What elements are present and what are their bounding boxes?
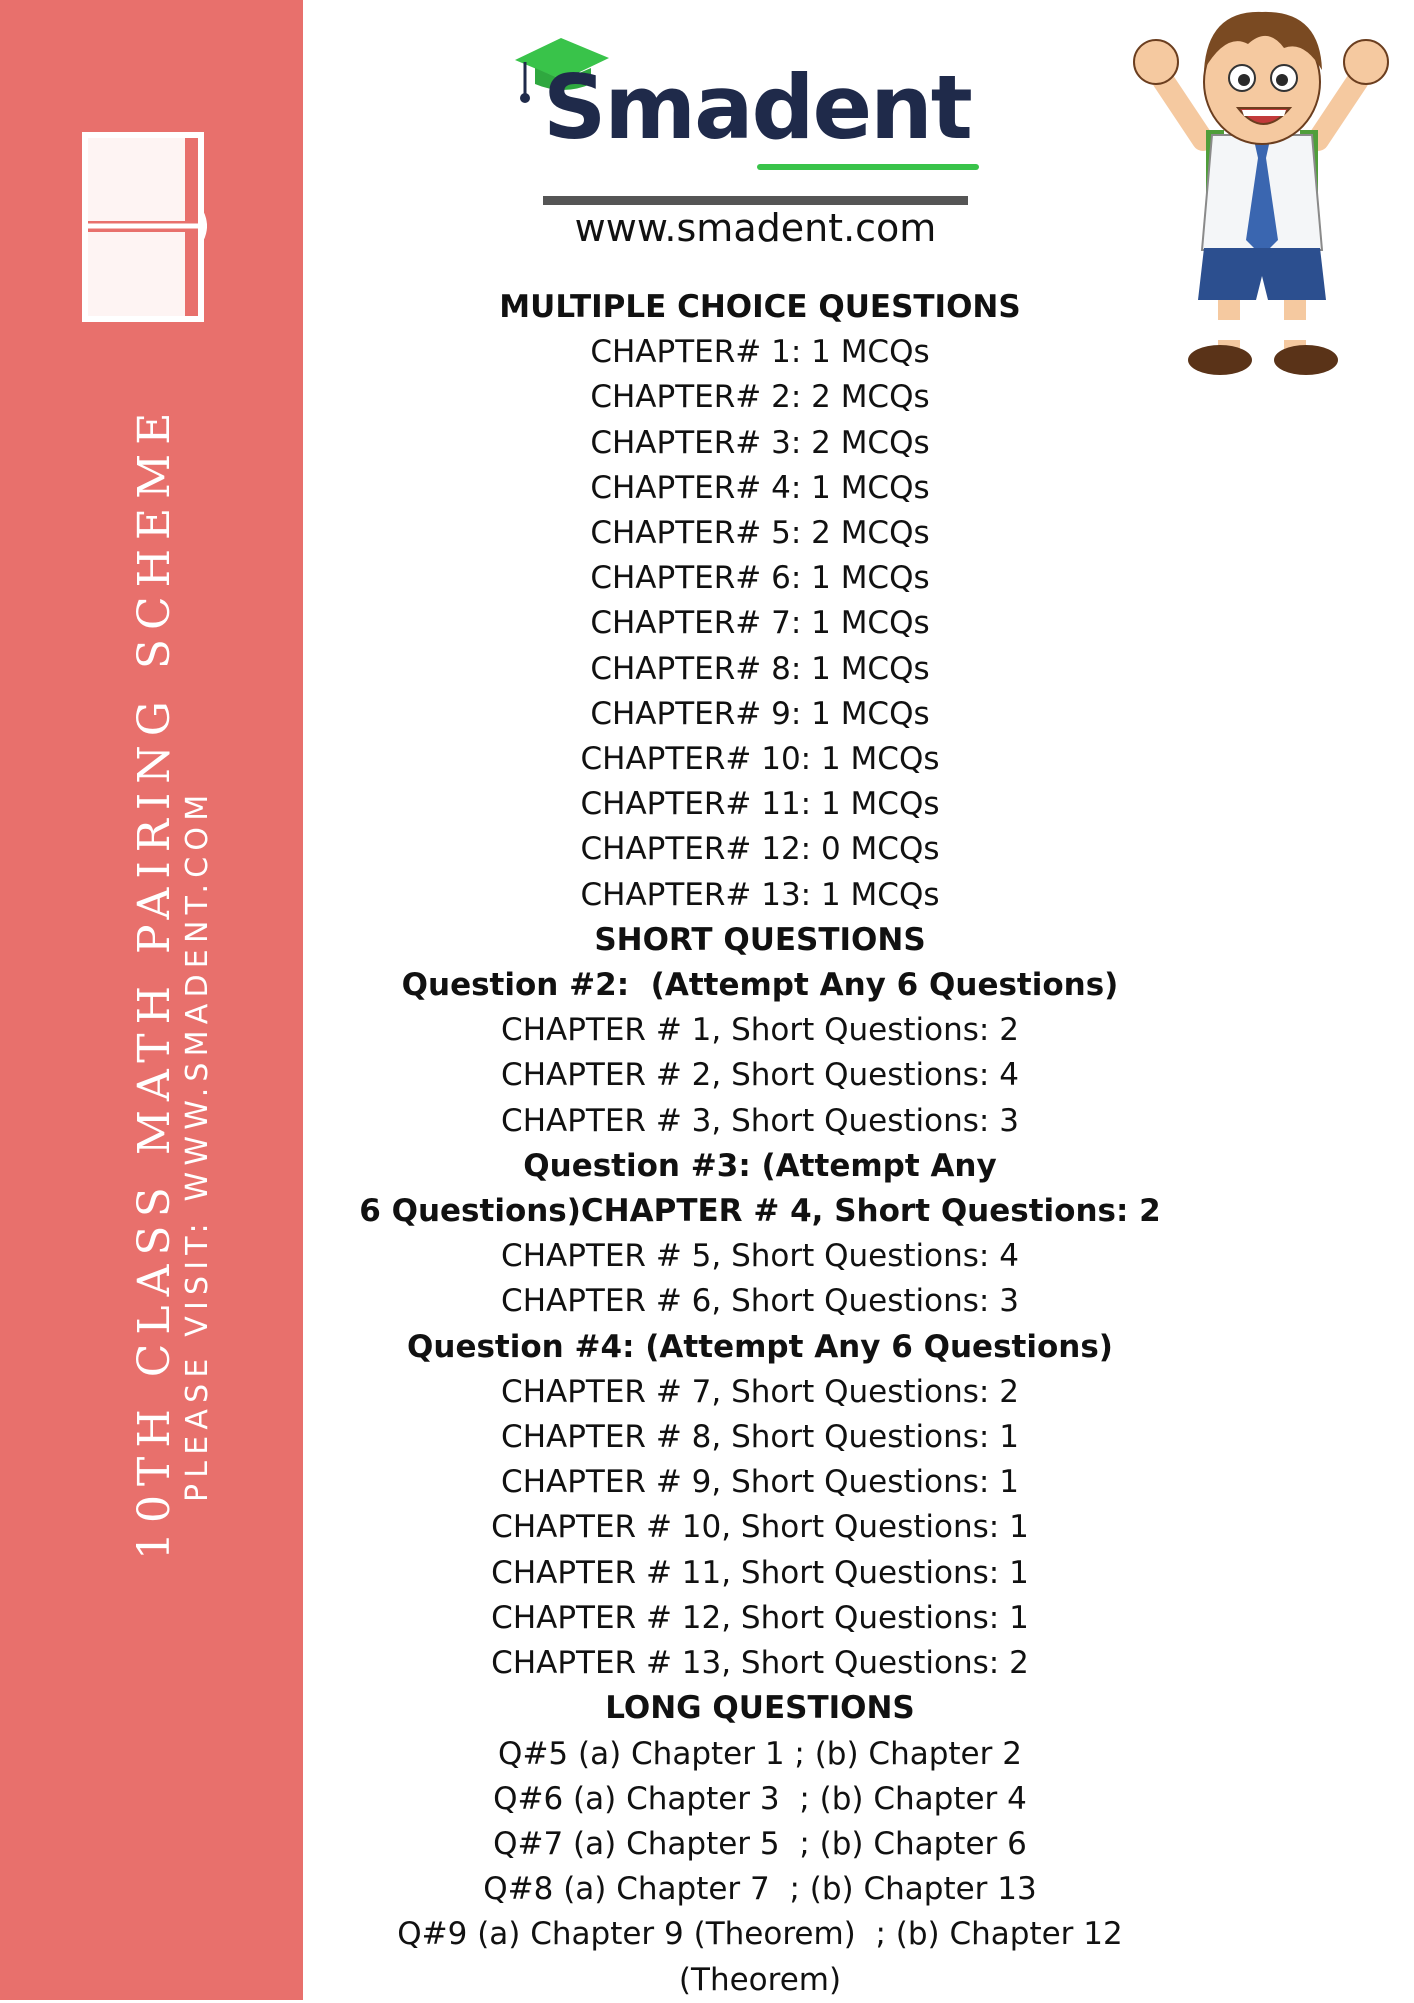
list-item: CHAPTER # 11, Short Questions: 1	[491, 1554, 1029, 1591]
list-item: CHAPTER # 10, Short Questions: 1	[491, 1509, 1029, 1546]
list-item: CHAPTER # 1, Short Questions: 2	[501, 1012, 1019, 1049]
question-4-heading: Question #4: (Attempt Any 6 Questions)	[407, 1328, 1113, 1365]
list-item: CHAPTER# 8: 1 MCQs	[590, 650, 930, 687]
list-item: CHAPTER # 8, Short Questions: 1	[501, 1419, 1019, 1456]
list-item: CHAPTER# 3: 2 MCQs	[590, 424, 930, 461]
question-2-heading: Question #2: (Attempt Any 6 Questions)	[401, 967, 1119, 1004]
list-item: CHAPTER# 11: 1 MCQs	[580, 786, 940, 823]
website-url[interactable]: www.smadent.com	[574, 206, 937, 250]
list-item: CHAPTER # 2, Short Questions: 4	[501, 1057, 1019, 1094]
sidebar	[0, 0, 303, 2000]
list-item: Q#7 (a) Chapter 5 ; (b) Chapter 6	[493, 1825, 1027, 1862]
list-item: Q#8 (a) Chapter 7 ; (b) Chapter 13	[483, 1871, 1037, 1908]
brand-name: Smadent	[543, 56, 971, 159]
mcq-heading: MULTIPLE CHOICE QUESTIONS	[499, 289, 1021, 325]
list-item: CHAPTER# 5: 2 MCQs	[590, 515, 930, 552]
list-item: CHAPTER# 10: 1 MCQs	[580, 741, 940, 778]
list-item: CHAPTER# 1: 1 MCQs	[590, 334, 930, 371]
list-item: CHAPTER# 9: 1 MCQs	[590, 695, 930, 732]
list-item: CHAPTER # 6, Short Questions: 3	[501, 1283, 1019, 1320]
logo	[505, 28, 985, 218]
list-item: (Theorem)	[678, 1961, 842, 1998]
list-item: Q#9 (a) Chapter 9 (Theorem) ; (b) Chapter 12	[397, 1916, 1123, 1953]
short-heading: SHORT QUESTIONS	[594, 921, 926, 958]
long-heading: LONG QUESTIONS	[605, 1690, 915, 1727]
list-item: CHAPTER # 7, Short Questions: 2	[501, 1373, 1019, 1410]
list-item: Q#5 (a) Chapter 1 ; (b) Chapter 2	[498, 1735, 1022, 1772]
list-item: CHAPTER # 13, Short Questions: 2	[491, 1645, 1029, 1682]
scheme-content	[320, 285, 1200, 2003]
list-item: CHAPTER# 4: 1 MCQs	[590, 469, 930, 506]
list-item: Q#6 (a) Chapter 3 ; (b) Chapter 4	[493, 1780, 1027, 1817]
list-item: CHAPTER# 6: 1 MCQs	[590, 560, 930, 597]
question-3-heading-continued: 6 Questions)CHAPTER # 4, Short Questions: 2	[359, 1193, 1161, 1230]
book-icon	[82, 132, 210, 322]
list-item: CHAPTER# 13: 1 MCQs	[580, 876, 940, 913]
question-3-heading: Question #3: (Attempt Any	[523, 1147, 997, 1184]
list-item: CHAPTER # 5, Short Questions: 4	[501, 1238, 1019, 1275]
brand-underline	[757, 164, 979, 170]
vertical-subtitle: PLEASE VISIT: WWW.SMADENT.COM	[180, 788, 215, 1502]
list-item: CHAPTER# 12: 0 MCQs	[580, 831, 940, 868]
list-item: CHAPTER# 7: 1 MCQs	[590, 605, 930, 642]
list-item: CHAPTER # 9, Short Questions: 1	[501, 1464, 1019, 1501]
list-item: CHAPTER # 3, Short Questions: 3	[501, 1102, 1019, 1139]
list-item: CHAPTER# 2: 2 MCQs	[590, 379, 930, 416]
vertical-title: 10TH CLASS MATH PAIRING SCHEME	[129, 403, 180, 1560]
list-item: CHAPTER # 12, Short Questions: 1	[491, 1599, 1029, 1636]
